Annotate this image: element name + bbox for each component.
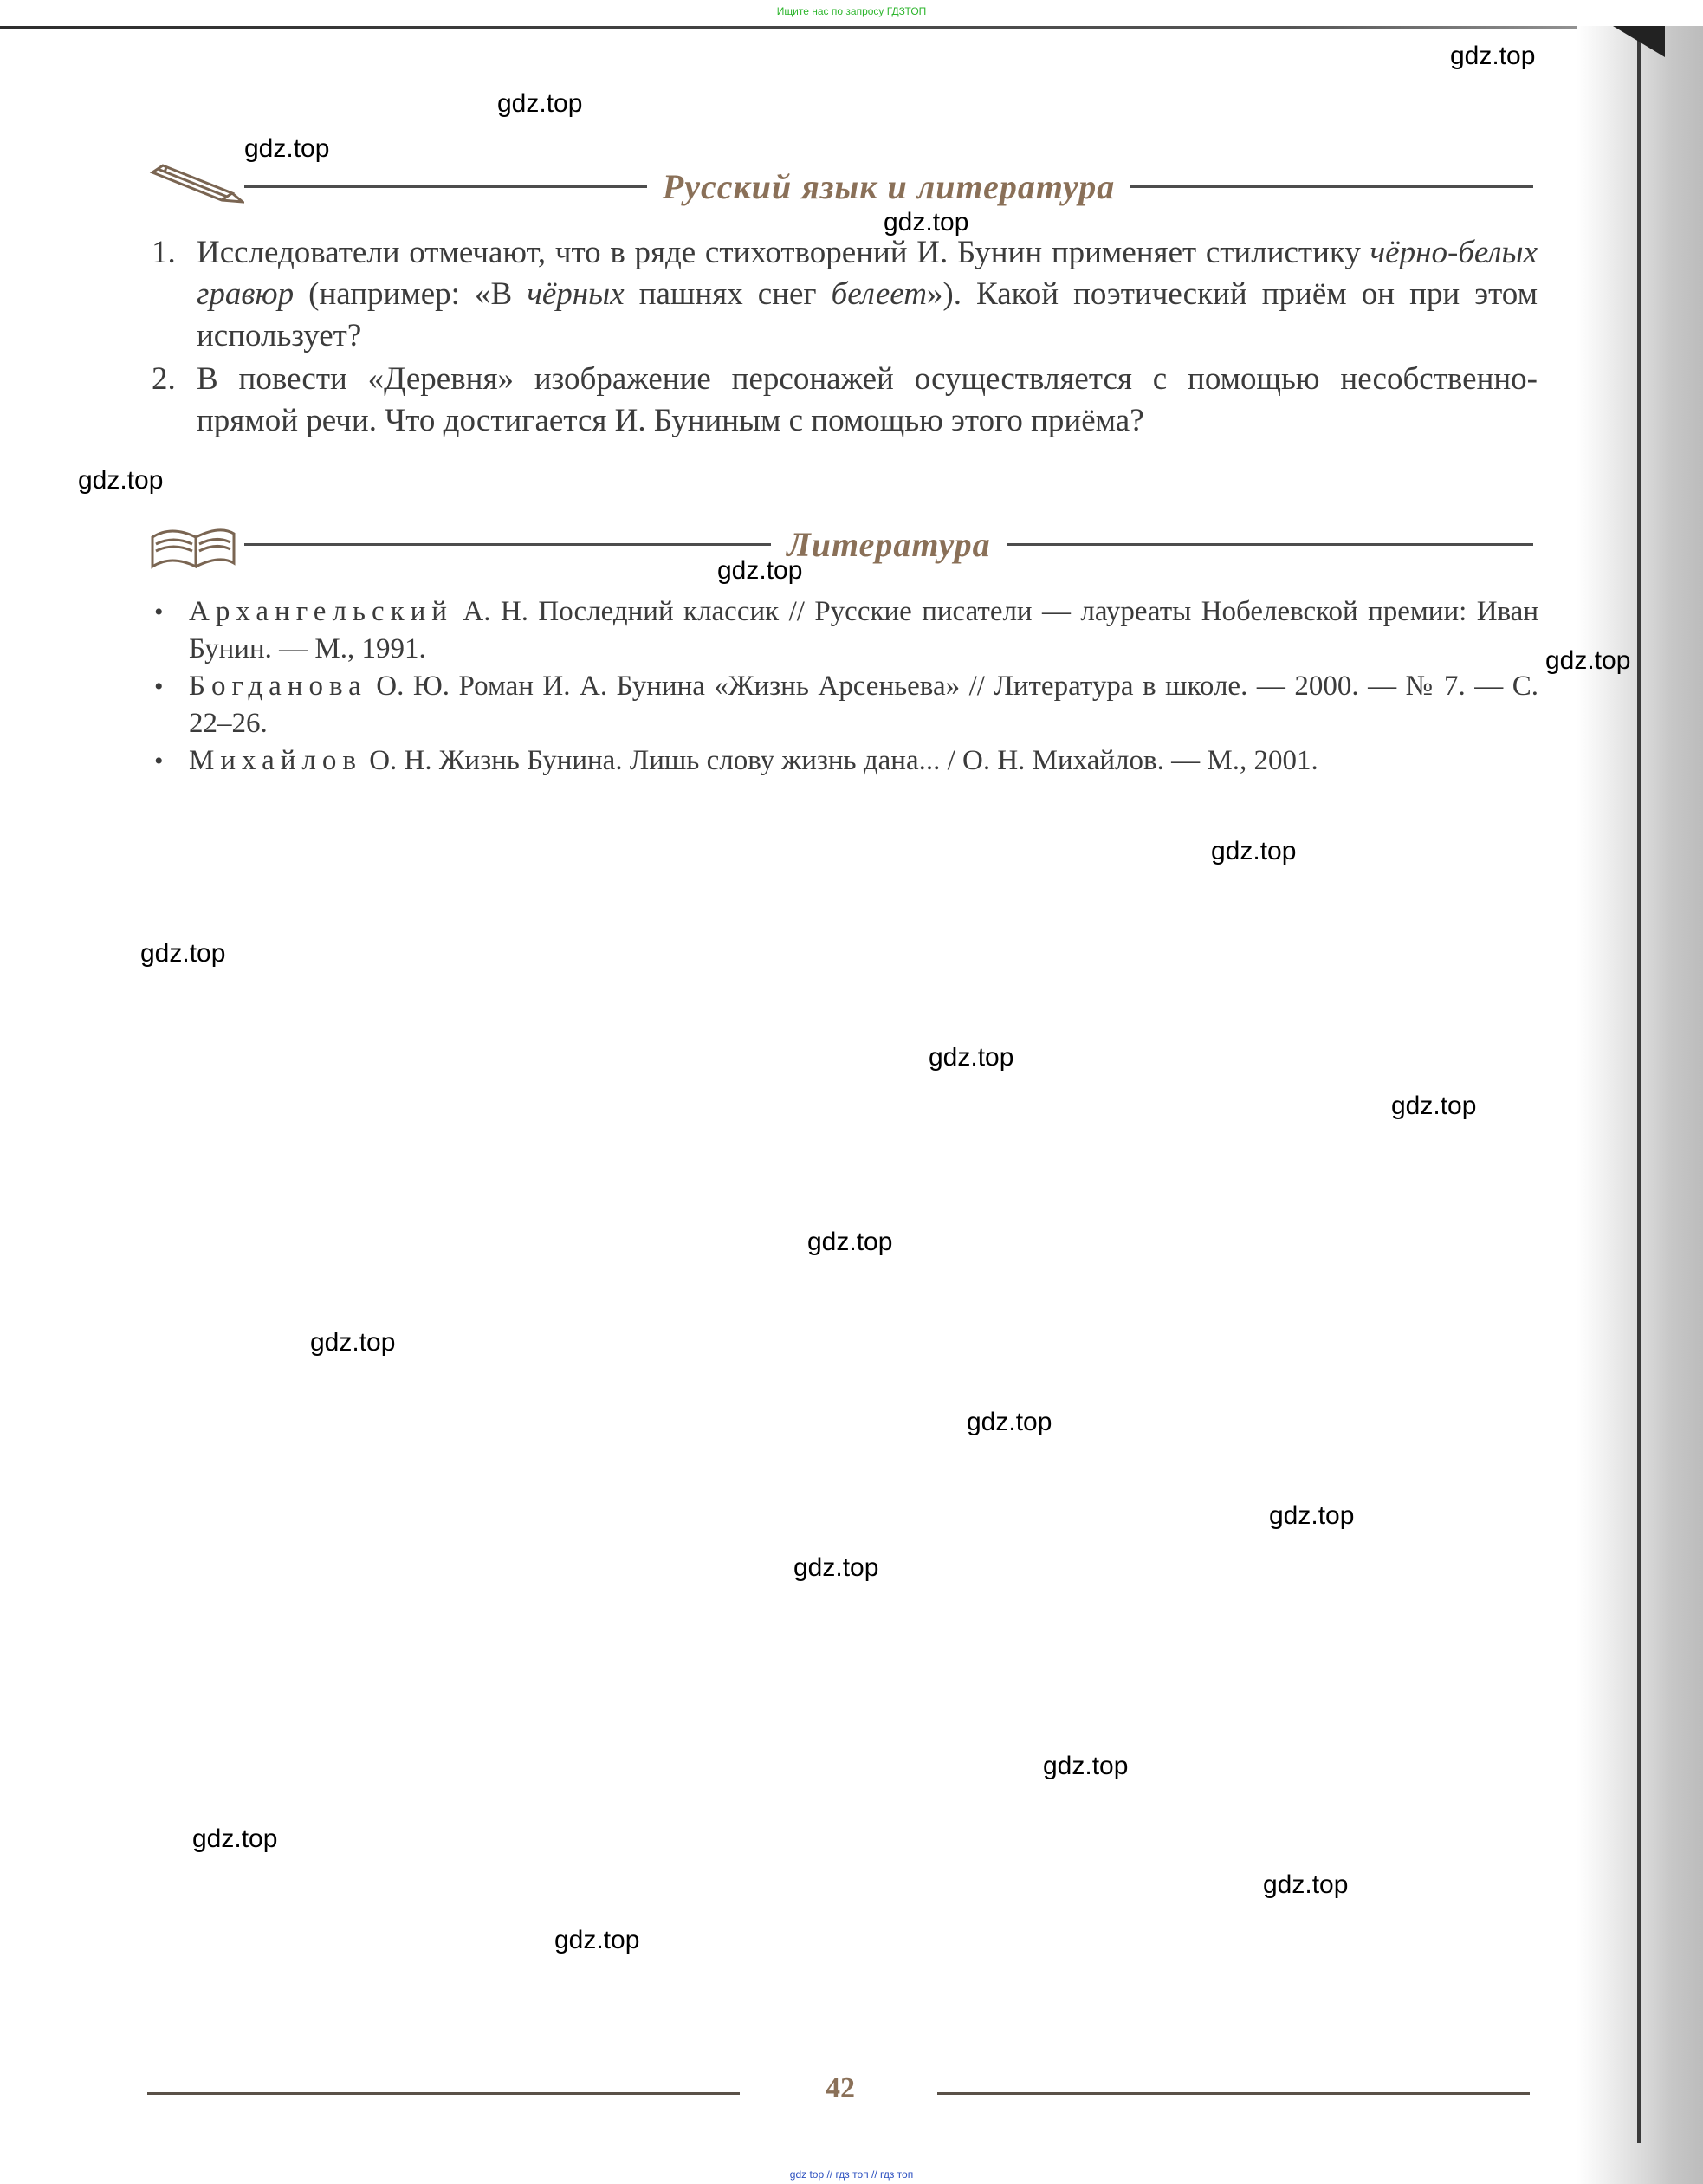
header-rule-right: [1130, 185, 1533, 188]
bullet: •: [154, 747, 164, 775]
watermark: gdz.top: [192, 1824, 278, 1853]
watermark: gdz.top: [1211, 837, 1297, 865]
reference-details: О. Н. Жизнь Бунина. Лишь слову жизнь дана... / О. Н. Михайлов. — М., 2001.: [361, 745, 1318, 776]
references-list: [154, 593, 1538, 780]
watermark: gdz.top: [554, 1926, 640, 1954]
question-italic-part: чёрных: [527, 276, 625, 312]
section-title: Русский язык и литература: [662, 166, 1116, 206]
watermark: gdz.top: [244, 134, 330, 163]
question-text: В повести «Деревня» изображение персонажей осуществляется с помощью несобственно-прямой речи. Что достигается И. Буниным с помощью этого приёма?: [197, 361, 1538, 438]
question-number: 1.: [152, 235, 176, 270]
page-corner: [1613, 26, 1665, 57]
section-header-russian-lit: [147, 160, 1533, 212]
header-rule-left: [244, 543, 771, 546]
watermark: gdz.top: [1263, 1870, 1349, 1899]
watermark: gdz.top: [1545, 646, 1631, 675]
question-italic-part: чёрно-белых гравюр: [197, 235, 1538, 312]
footer-rule-left: [147, 2092, 740, 2095]
watermark: gdz.top: [1043, 1752, 1129, 1780]
top-banner: Ищите нас по запросу ГДЗТОП: [776, 5, 927, 17]
watermark: gdz.top: [967, 1408, 1052, 1436]
reference-author: Богданова: [189, 671, 367, 702]
question-number: 2.: [152, 361, 176, 397]
reference-author: Михайлов: [189, 745, 362, 776]
pencil-icon: [147, 160, 244, 212]
bottom-banner: gdz top // гдз топ // гдз топ: [789, 2168, 914, 2181]
question-text-part: »). Какой поэтический приём он при этом использует?: [197, 276, 1538, 353]
top-rule: [0, 26, 1611, 29]
header-rule-left: [244, 185, 647, 188]
header-rule-right: [1007, 543, 1533, 546]
bullet: •: [154, 598, 164, 626]
watermark: gdz.top: [929, 1043, 1014, 1072]
section-header-literature: [147, 518, 1533, 570]
watermark: gdz.top: [78, 466, 164, 495]
watermark: gdz.top: [140, 939, 226, 968]
page-edge-line: [1637, 29, 1641, 2143]
watermark: gdz.top: [807, 1228, 893, 1256]
reference-item: [154, 593, 1538, 668]
question-text-part: Исследователи отмечают, что в ряде стихотворений И. Бунин применяет стилистику: [197, 235, 1370, 270]
watermark: gdz.top: [1450, 42, 1536, 70]
reference-details: О. Ю. Роман И. А. Бунина «Жизнь Арсеньева» // Литература в школе. — 2000. — № 7. — С. 22–26.: [189, 671, 1538, 739]
reference-details: А. Н. Последний классик // Русские писатели — лауреаты Нобелевской премии: Иван Бунин. — М., 1991.: [189, 596, 1538, 664]
watermark: gdz.top: [884, 208, 969, 237]
question-item: [152, 232, 1538, 357]
reference-item: [154, 742, 1538, 780]
question-text-part: (например: «В: [294, 276, 528, 312]
watermark: gdz.top: [717, 556, 803, 585]
watermark: gdz.top: [793, 1553, 879, 1582]
reference-author: Архангельский: [189, 596, 453, 627]
open-book-icon: [147, 518, 244, 570]
reference-text: [189, 593, 1538, 668]
bullet: •: [154, 672, 164, 701]
reference-text: [189, 742, 1538, 780]
reference-text: [189, 668, 1538, 742]
watermark: gdz.top: [310, 1328, 396, 1357]
question-italic-part: белеет: [831, 276, 927, 312]
page-number: 42: [826, 2072, 855, 2104]
question-item: [152, 359, 1538, 442]
question-text: [197, 232, 1538, 357]
questions-list: [152, 232, 1538, 444]
question-text-part: пашнях снег: [624, 276, 832, 312]
footer-rule-right: [937, 2092, 1530, 2095]
reference-item: [154, 668, 1538, 742]
watermark: gdz.top: [497, 89, 583, 118]
section-title: Литература: [787, 524, 991, 564]
watermark: gdz.top: [1391, 1092, 1477, 1120]
watermark: gdz.top: [1269, 1501, 1355, 1530]
